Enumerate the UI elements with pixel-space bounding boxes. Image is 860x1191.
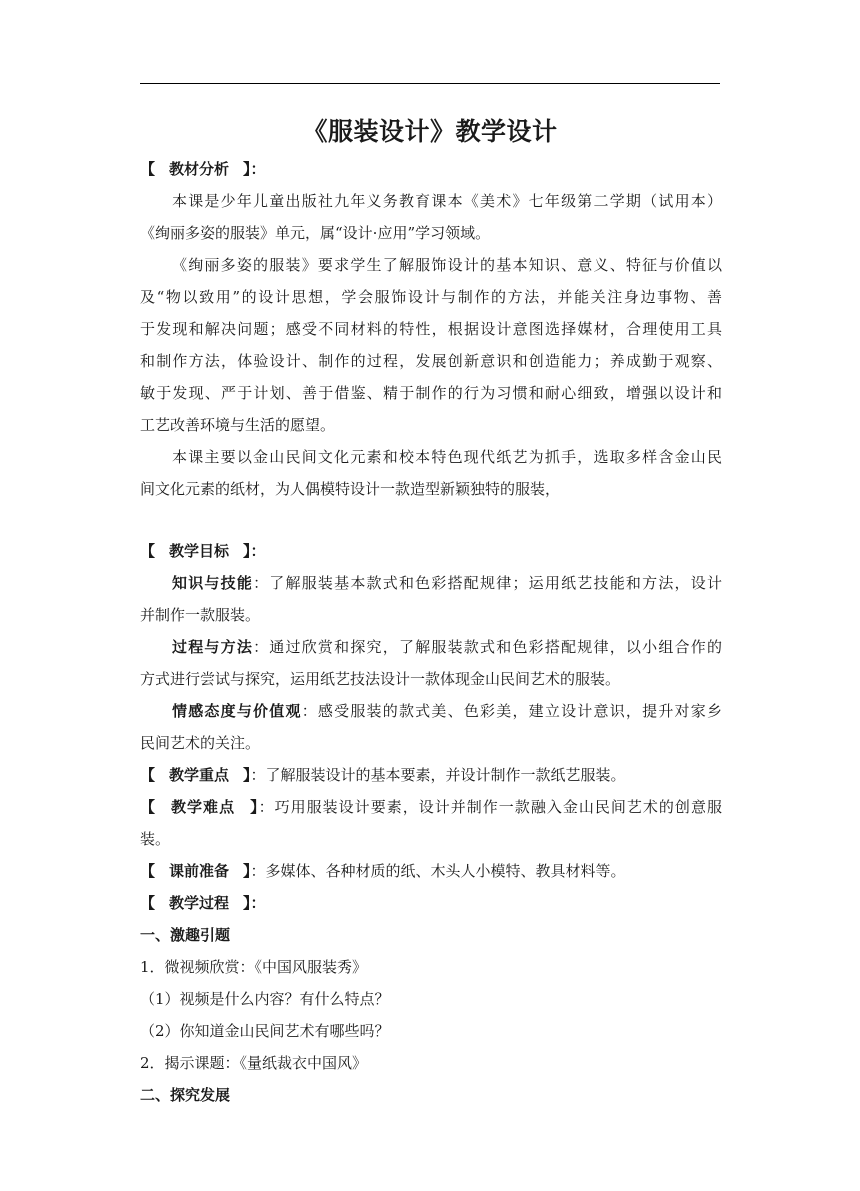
process-part-2: 二、探究发展 — [140, 1086, 231, 1104]
section-heading-process: 【 教学过程 】： — [140, 894, 266, 912]
document-body — [140, 153, 722, 1111]
section-key-points: 【 教学重点 】：了解服装设计的基本要素，并设计制作一款纸艺服装。 — [140, 766, 626, 784]
process-question-2: （2）你知道金山民间艺术有哪些吗？ — [140, 1022, 390, 1040]
section-preparation: 【 课前准备 】：多媒体、各种材质的纸、木头人小模特、教具材料等。 — [140, 862, 626, 880]
section-heading-analysis: 【 教材分析 】： — [140, 160, 266, 178]
process-item-2: 2．揭示课题：《量纸裁衣中国风》 — [140, 1054, 368, 1072]
analysis-paragraph-2: 《绚丽多姿的服装》要求学生了解服饰设计的基本知识、意义、特征与价值以 及“物以致用”的设计思想，学会服饰设计与制作的方法，并能关注身边事物、善 于发现和解决问题；感受不同材料的特性，根据设计意图选择媒材，合理使用工具 和制作方法，体验设计、制作的过程，发展创新意识和创造能力；养成勤于观察、 敏于发现、严于计划、善于借鉴、精于制作的行为习惯和耐心细致，增强以设计和 工艺改善环境与生活的愿望。 — [140, 256, 722, 434]
page-title: 《服装设计》教学设计 — [302, 117, 558, 146]
goal-label: 情感态度与价值观 — [172, 702, 302, 720]
goal-label: 知识与技能 — [172, 574, 254, 592]
bracket-close: 】 — [243, 160, 251, 178]
process-question-1: （1）视频是什么内容？有什么特点？ — [140, 990, 390, 1008]
section-difficulty: 【 教学难点 】：巧用服装设计要素，设计并制作一款融入金山民间艺术的创意服 装。 — [140, 798, 722, 848]
section-heading-goals: 【 教学目标 】： — [140, 542, 266, 560]
process-item-1: 1．微视频欣赏：《中国风服装秀》 — [140, 958, 368, 976]
bracket-open: 【 — [140, 160, 156, 178]
goal-method: 过程与方法：通过欣赏和探究，了解服装款式和色彩搭配规律，以小组合作的 方式进行尝试与探究，运用纸艺技法设计一款体现金山民间艺术的服装。 — [140, 638, 722, 688]
goal-label: 过程与方法 — [172, 638, 254, 656]
analysis-paragraph-1: 本课是少年儿童出版社九年义务教育课本《美术》七年级第二学期（试用本） 《绚丽多姿的服装》单元，属“设计·应用”学习领域。 — [140, 192, 722, 242]
process-part-1: 一、激趣引题 — [140, 926, 231, 944]
analysis-paragraph-3: 本课主要以金山民间文化元素和校本特色现代纸艺为抓手，选取多样含金山民 间文化元素的纸材，为人偶模特设计一款造型新颖独特的服装， — [140, 448, 722, 498]
header-rule — [140, 83, 720, 84]
goal-knowledge: 知识与技能：了解服装基本款式和色彩搭配规律；运用纸艺技能和方法，设计 并制作一款服装。 — [140, 574, 722, 624]
goal-attitude: 情感态度与价值观：感受服装的款式美、色彩美，建立设计意识，提升对家乡 民间艺术的关注。 — [140, 702, 722, 752]
